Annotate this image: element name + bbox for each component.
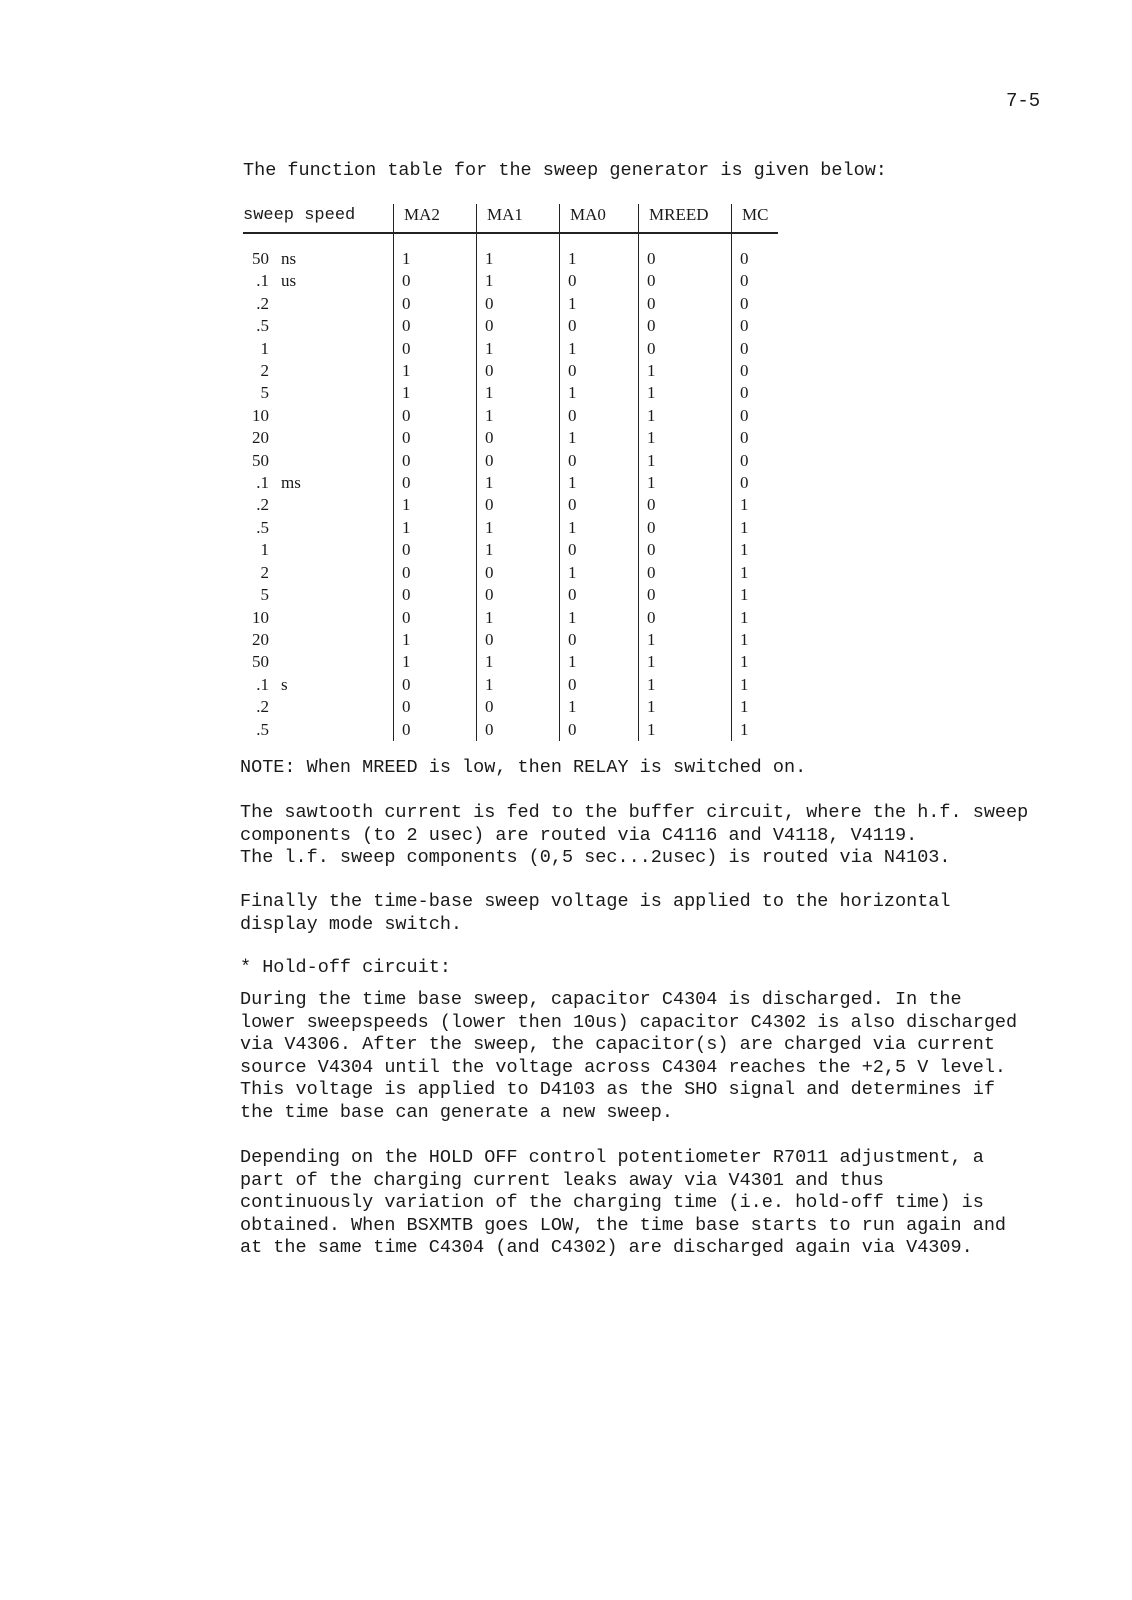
sweep-speed-value: 5 <box>260 383 269 403</box>
cell-ma2: 0 <box>394 562 477 584</box>
sweep-speed-cell <box>243 315 394 337</box>
cell-mc: 1 <box>732 696 779 718</box>
table-row <box>243 450 778 472</box>
cell-ma1: 1 <box>477 338 560 360</box>
cell-ma0: 1 <box>560 562 639 584</box>
cell-ma1: 1 <box>477 539 560 561</box>
cell-mc: 0 <box>732 233 779 270</box>
table-row <box>243 674 778 696</box>
cell-mreed: 0 <box>639 233 732 270</box>
sweep-speed-value: .2 <box>256 293 269 313</box>
sweep-speed-unit: us <box>281 271 297 291</box>
sweep-speed-cell <box>243 494 394 516</box>
table-row <box>243 629 778 651</box>
cell-ma2: 1 <box>394 517 477 539</box>
cell-ma1: 0 <box>477 315 560 337</box>
cell-ma1: 1 <box>477 472 560 494</box>
cell-mc: 0 <box>732 450 779 472</box>
cell-ma2: 0 <box>394 293 477 315</box>
cell-mreed: 0 <box>639 315 732 337</box>
cell-mreed: 1 <box>639 472 732 494</box>
cell-ma2: 1 <box>394 629 477 651</box>
cell-ma1: 1 <box>477 405 560 427</box>
cell-ma1: 0 <box>477 450 560 472</box>
cell-ma0: 1 <box>560 382 639 404</box>
cell-mc: 0 <box>732 338 779 360</box>
cell-ma0: 0 <box>560 674 639 696</box>
sweep-speed-cell <box>243 562 394 584</box>
cell-mreed: 0 <box>639 584 732 606</box>
table-row <box>243 382 778 404</box>
cell-mreed: 1 <box>639 382 732 404</box>
sweep-speed-unit: ns <box>281 249 297 268</box>
cell-mc: 0 <box>732 427 779 449</box>
cell-ma1: 1 <box>477 607 560 629</box>
cell-ma1: 0 <box>477 427 560 449</box>
sweep-speed-cell <box>243 233 394 270</box>
sweep-speed-value: .2 <box>256 495 269 515</box>
cell-ma1: 0 <box>477 584 560 606</box>
cell-ma1: 1 <box>477 233 560 270</box>
cell-mreed: 1 <box>639 405 732 427</box>
cell-mreed: 0 <box>639 293 732 315</box>
cell-ma2: 0 <box>394 472 477 494</box>
table-intro: The function table for the sweep generator is given below: <box>243 160 887 181</box>
sweep-speed-value: 5 <box>260 585 269 605</box>
cell-ma0: 0 <box>560 270 639 292</box>
cell-ma2: 0 <box>394 719 477 741</box>
table-row <box>243 584 778 606</box>
cell-ma2: 0 <box>394 427 477 449</box>
header-sweep-speed: sweep speed <box>243 204 394 233</box>
cell-ma1: 0 <box>477 293 560 315</box>
cell-mreed: 1 <box>639 360 732 382</box>
cell-mc: 1 <box>732 584 779 606</box>
sweep-speed-cell <box>243 427 394 449</box>
cell-ma2: 0 <box>394 338 477 360</box>
sweep-speed-value: 50 <box>252 652 269 672</box>
cell-mc: 1 <box>732 517 779 539</box>
table-row <box>243 494 778 516</box>
cell-ma2: 1 <box>394 382 477 404</box>
cell-mreed: 1 <box>639 719 732 741</box>
cell-ma1: 1 <box>477 270 560 292</box>
cell-ma1: 0 <box>477 562 560 584</box>
cell-mc: 0 <box>732 405 779 427</box>
sweep-speed-value: 20 <box>252 629 269 649</box>
cell-ma1: 0 <box>477 696 560 718</box>
cell-ma2: 0 <box>394 584 477 606</box>
cell-mc: 0 <box>732 360 779 382</box>
sweep-speed-cell <box>243 629 394 651</box>
table-row <box>243 338 778 360</box>
sweep-speed-value: 1 <box>260 338 269 358</box>
hold-off-paragraph: During the time base sweep, capacitor C4304 is discharged. In the lower sweepspeeds (lower then 10us) capacitor C4302 is also discharged via V4306. After the sweep, the capacitor(s) are charged via current source V4304 until the voltage across C4304 reaches the +2,5 V level. This voltage is applied to D4103 as the SHO signal and determines if the time base can generate a new sweep. <box>240 989 1018 1123</box>
sweep-speed-cell <box>243 517 394 539</box>
cell-ma0: 0 <box>560 539 639 561</box>
cell-mc: 1 <box>732 674 779 696</box>
cell-mc: 1 <box>732 539 779 561</box>
table-row <box>243 562 778 584</box>
note: NOTE: When MREED is low, then RELAY is switched on. <box>240 757 807 778</box>
cell-ma2: 0 <box>394 674 477 696</box>
cell-ma2: 0 <box>394 607 477 629</box>
cell-ma1: 0 <box>477 360 560 382</box>
cell-ma1: 0 <box>477 719 560 741</box>
header-ma0: MA0 <box>560 204 639 233</box>
header-mc: MC <box>732 204 779 233</box>
sweep-speed-value: 1 <box>260 540 269 560</box>
cell-mreed: 0 <box>639 494 732 516</box>
cell-ma1: 1 <box>477 517 560 539</box>
cell-ma0: 1 <box>560 607 639 629</box>
cell-ma1: 1 <box>477 651 560 673</box>
cell-mreed: 1 <box>639 629 732 651</box>
sweep-speed-value: .1 <box>256 473 269 493</box>
cell-ma2: 0 <box>394 405 477 427</box>
cell-mreed: 0 <box>639 338 732 360</box>
cell-ma2: 0 <box>394 539 477 561</box>
sweep-speed-value: .5 <box>256 517 269 537</box>
cell-mreed: 0 <box>639 270 732 292</box>
sweep-speed-value: .1 <box>256 674 269 694</box>
header-ma1: MA1 <box>477 204 560 233</box>
table-row <box>243 719 778 741</box>
hold-off-control-paragraph: Depending on the HOLD OFF control potentiometer R7011 adjustment, a part of the charging current leaks away via V4301 and thus continuously variation of the charging time (i.e. hold-off time) is obtained. When BSXMTB goes LOW, the time base starts to run again and at the same time C4304 (and C4302) are discharged again via V4309. <box>240 1147 1007 1258</box>
sweep-speed-cell <box>243 674 394 696</box>
sweep-speed-value: 20 <box>252 428 269 448</box>
cell-ma0: 1 <box>560 517 639 539</box>
table-row <box>243 539 778 561</box>
cell-ma0: 0 <box>560 629 639 651</box>
table-row <box>243 293 778 315</box>
sweep-speed-cell <box>243 651 394 673</box>
cell-mc: 0 <box>732 315 779 337</box>
sweep-speed-cell <box>243 539 394 561</box>
cell-ma0: 0 <box>560 719 639 741</box>
cell-mreed: 0 <box>639 607 732 629</box>
cell-mc: 1 <box>732 719 779 741</box>
table-row <box>243 270 778 292</box>
sweep-speed-cell <box>243 382 394 404</box>
sweep-speed-cell <box>243 719 394 741</box>
cell-ma2: 0 <box>394 270 477 292</box>
cell-mc: 1 <box>732 562 779 584</box>
sweep-speed-value: .1 <box>256 271 269 291</box>
cell-ma2: 0 <box>394 696 477 718</box>
cell-ma1: 0 <box>477 629 560 651</box>
table-row <box>243 427 778 449</box>
cell-mc: 1 <box>732 651 779 673</box>
cell-ma0: 1 <box>560 472 639 494</box>
sawtooth-paragraph: The sawtooth current is fed to the buffer circuit, where the h.f. sweep components (to 2 usec) are routed via C4116 and V4118, V4119. The l.f. sweep components (0,5 sec...2usec) is routed via N4103. <box>240 802 1029 868</box>
sweep-speed-cell <box>243 607 394 629</box>
cell-ma0: 1 <box>560 338 639 360</box>
table-row <box>243 517 778 539</box>
table-row <box>243 607 778 629</box>
sweep-speed-cell <box>243 338 394 360</box>
cell-mc: 0 <box>732 293 779 315</box>
cell-mc: 1 <box>732 607 779 629</box>
sweep-speed-value: .2 <box>256 697 269 717</box>
sweep-speed-cell <box>243 270 394 292</box>
hold-off-heading: * Hold-off circuit: <box>240 957 451 978</box>
sweep-speed-value: 10 <box>252 607 269 627</box>
sweep-speed-value: 2 <box>260 562 269 582</box>
cell-ma1: 1 <box>477 382 560 404</box>
table-row <box>243 233 778 270</box>
sweep-speed-unit: ms <box>281 473 301 493</box>
sweep-speed-cell <box>243 450 394 472</box>
cell-ma0: 1 <box>560 651 639 673</box>
cell-mreed: 1 <box>639 651 732 673</box>
table-row <box>243 696 778 718</box>
page-number: 7-5 <box>1006 90 1041 112</box>
sweep-speed-cell <box>243 293 394 315</box>
table-row <box>243 651 778 673</box>
cell-mreed: 0 <box>639 562 732 584</box>
cell-ma0: 1 <box>560 427 639 449</box>
cell-ma0: 0 <box>560 450 639 472</box>
cell-ma0: 0 <box>560 584 639 606</box>
cell-mreed: 1 <box>639 427 732 449</box>
sweep-speed-cell <box>243 696 394 718</box>
cell-ma2: 1 <box>394 651 477 673</box>
cell-mreed: 1 <box>639 674 732 696</box>
cell-ma2: 1 <box>394 360 477 382</box>
cell-ma0: 0 <box>560 360 639 382</box>
time-base-paragraph: Finally the time-base sweep voltage is applied to the horizontal display mode switch. <box>240 891 951 935</box>
cell-mc: 1 <box>732 494 779 516</box>
cell-ma0: 1 <box>560 233 639 270</box>
cell-mreed: 0 <box>639 517 732 539</box>
sweep-speed-cell <box>243 584 394 606</box>
table-header-row <box>243 204 778 233</box>
cell-ma2: 0 <box>394 450 477 472</box>
table-row <box>243 405 778 427</box>
cell-ma0: 0 <box>560 315 639 337</box>
cell-ma0: 1 <box>560 293 639 315</box>
cell-mreed: 1 <box>639 696 732 718</box>
cell-mreed: 0 <box>639 539 732 561</box>
cell-ma0: 1 <box>560 696 639 718</box>
sweep-speed-value: 10 <box>252 405 269 425</box>
cell-mc: 1 <box>732 629 779 651</box>
header-mreed: MREED <box>639 204 732 233</box>
sweep-speed-value: 50 <box>252 450 269 470</box>
sweep-speed-value: 50 <box>252 249 269 268</box>
cell-mc: 0 <box>732 382 779 404</box>
table-row <box>243 315 778 337</box>
sweep-speed-cell <box>243 405 394 427</box>
cell-ma0: 0 <box>560 405 639 427</box>
sweep-speed-value: 2 <box>260 361 269 381</box>
sweep-speed-cell <box>243 472 394 494</box>
table-body <box>243 233 778 741</box>
cell-ma1: 0 <box>477 494 560 516</box>
table-row <box>243 360 778 382</box>
cell-ma2: 1 <box>394 233 477 270</box>
sweep-speed-value: .5 <box>256 719 269 739</box>
sweep-speed-unit: s <box>281 674 288 694</box>
cell-mc: 0 <box>732 472 779 494</box>
cell-ma0: 0 <box>560 494 639 516</box>
header-ma2: MA2 <box>394 204 477 233</box>
table-row <box>243 472 778 494</box>
sweep-speed-value: .5 <box>256 316 269 336</box>
sweep-speed-cell <box>243 360 394 382</box>
cell-ma1: 1 <box>477 674 560 696</box>
cell-ma2: 0 <box>394 315 477 337</box>
cell-ma2: 1 <box>394 494 477 516</box>
cell-mreed: 1 <box>639 450 732 472</box>
cell-mc: 0 <box>732 270 779 292</box>
sweep-function-table <box>243 204 778 741</box>
